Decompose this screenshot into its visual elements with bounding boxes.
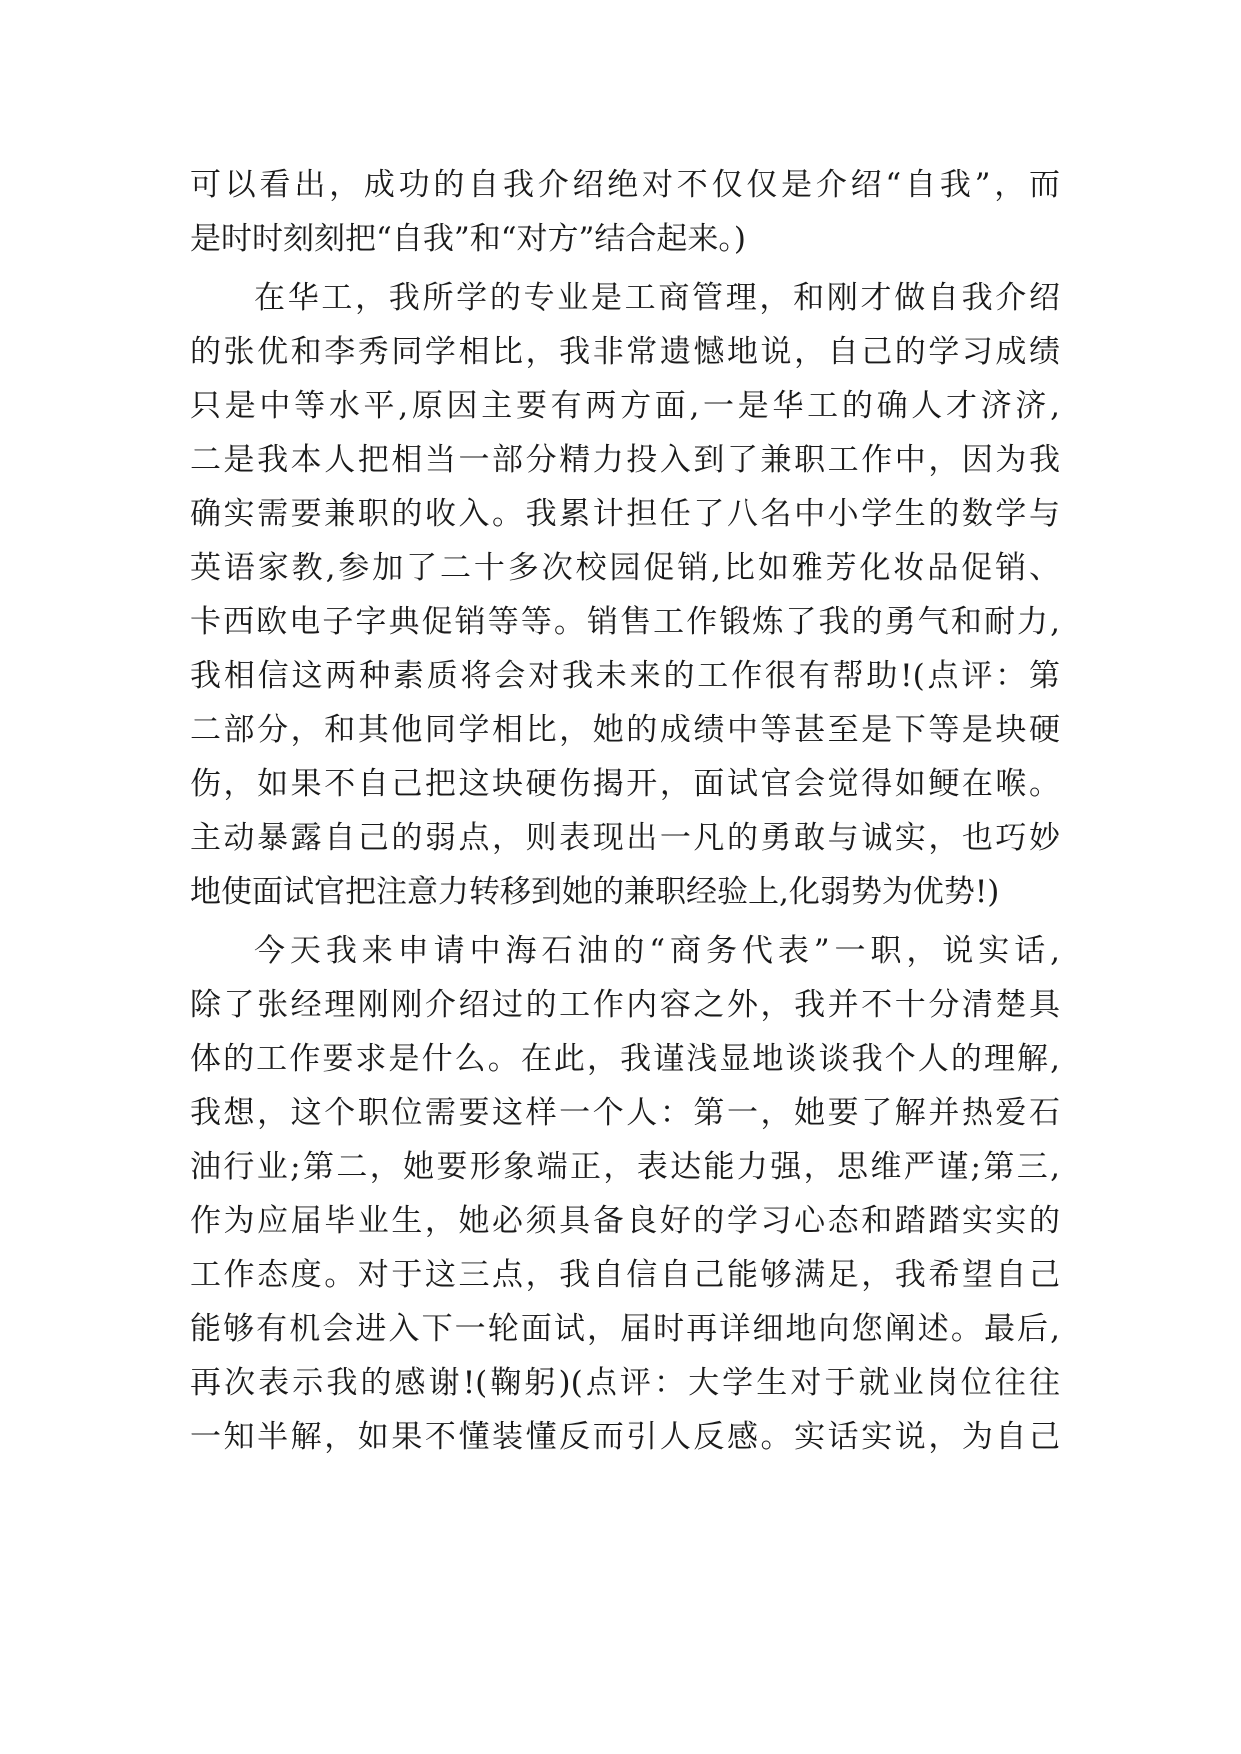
document-body (190, 158, 1060, 1464)
text-line: 一知半解，如果不懂装懂反而引人反感。实话实说，为自己 (190, 1419, 1060, 1455)
text-line: 我相信这两种素质将会对我未来的工作很有帮助!(点评：第 (190, 658, 1060, 694)
text-line: 今天我来申请中海石油的“商务代表”一职，说实话, (254, 933, 1060, 969)
text-line: 体的工作要求是什么。在此，我谨浅显地谈谈我个人的理解, (190, 1041, 1060, 1077)
text-line: 工作态度。对于这三点，我自信自己能够满足，我希望自己 (190, 1257, 1060, 1293)
text-line: 卡西欧电子字典促销等等。销售工作锻炼了我的勇气和耐力, (190, 604, 1060, 640)
paragraph-1 (190, 158, 1060, 266)
paragraph-3 (190, 924, 1060, 1464)
text-line: 只是中等水平,原因主要有两方面,一是华工的确人才济济, (190, 388, 1060, 424)
text-line: 英语家教,参加了二十多次校园促销,比如雅芳化妆品促销、 (190, 550, 1060, 586)
text-line: 二部分，和其他同学相比，她的成绩中等甚至是下等是块硬 (190, 712, 1060, 748)
text-line: 再次表示我的感谢!(鞠躬)(点评：大学生对于就业岗位往往 (190, 1365, 1060, 1401)
text-line: 是时时刻刻把“自我”和“对方”结合起来。) (190, 221, 746, 257)
text-line: 除了张经理刚刚介绍过的工作内容之外，我并不十分清楚具 (190, 987, 1060, 1023)
text-line: 主动暴露自己的弱点，则表现出一凡的勇敢与诚实，也巧妙 (190, 820, 1060, 856)
paragraph-2 (190, 271, 1060, 919)
text-line: 的张优和李秀同学相比，我非常遗憾地说，自己的学习成绩 (190, 334, 1060, 370)
text-line: 我想，这个职位需要这样一个人：第一，她要了解并热爱石 (190, 1095, 1060, 1131)
text-line: 在华工，我所学的专业是工商管理，和刚才做自我介绍 (254, 280, 1060, 316)
text-line: 二是我本人把相当一部分精力投入到了兼职工作中，因为我 (190, 442, 1060, 478)
text-line: 确实需要兼职的收入。我累计担任了八名中小学生的数学与 (190, 496, 1060, 532)
text-line: 可以看出，成功的自我介绍绝对不仅仅是介绍“自我”，而 (190, 167, 1060, 203)
text-line: 油行业;第二，她要形象端正，表达能力强，思维严谨;第三, (190, 1149, 1060, 1185)
text-line: 作为应届毕业生，她必须具备良好的学习心态和踏踏实实的 (190, 1203, 1060, 1239)
text-line: 能够有机会进入下一轮面试，届时再详细地向您阐述。最后, (190, 1311, 1060, 1347)
text-line: 地使面试官把注意力转移到她的兼职经验上,化弱势为优势!) (190, 874, 1000, 910)
text-line: 伤，如果不自己把这块硬伤揭开，面试官会觉得如鲠在喉。 (190, 766, 1060, 802)
